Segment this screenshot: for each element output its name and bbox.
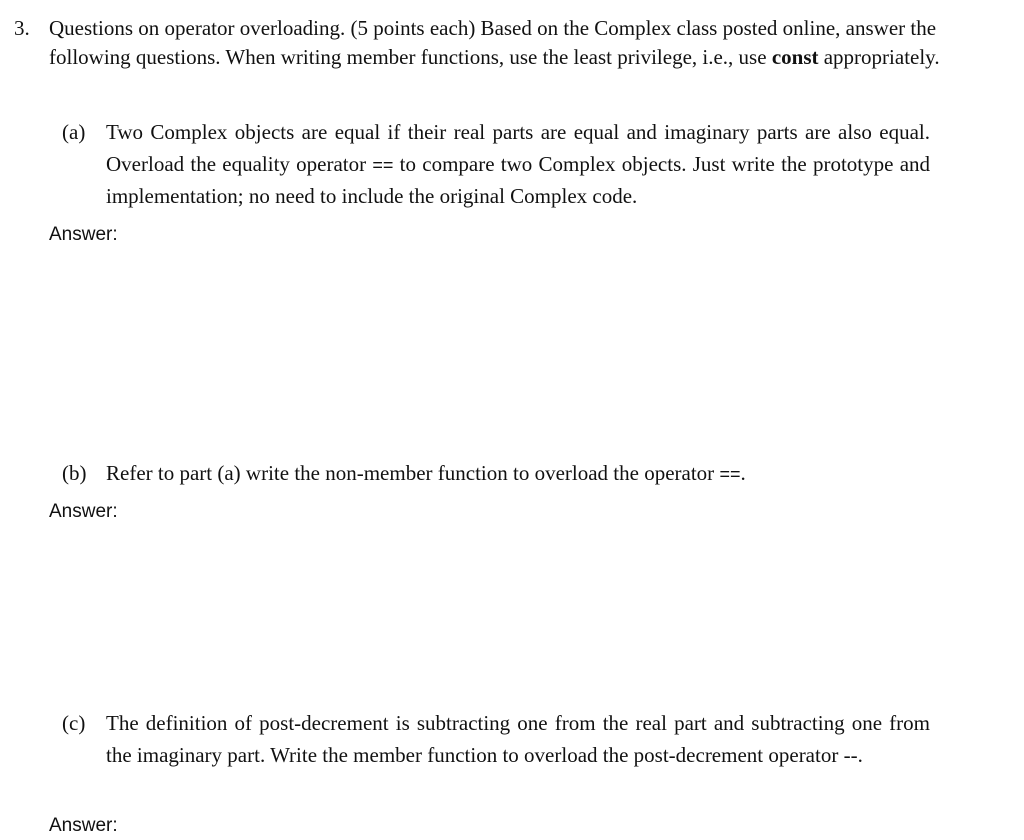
part-c-text: The definition of post-decrement is subtracting one from the real part and subtracting one from the imaginary part. Write the member function to overload the post-decrement operator --.: [106, 711, 930, 767]
question-intro-end: appropriately.: [823, 45, 940, 69]
part-a-operator: ==: [372, 154, 394, 175]
part-a-text-1: Two Complex objects are equal if their real parts are equal and imaginary parts are also equal. Overload the equality operator: [106, 120, 930, 176]
part-c-answer-label: Answer:: [49, 815, 118, 836]
part-b-answer-label: Answer:: [49, 501, 118, 522]
part-b-text-2: .: [740, 461, 746, 485]
part-b-operator: ==: [719, 464, 741, 484]
question-number: 3.: [14, 16, 30, 40]
question-intro-text: Questions on operator overloading. (5 points each) Based on the Complex class posted online, answer the following questions. When writing member functions, use the least privilege, i.e., use: [49, 16, 937, 69]
part-a-text: [106, 117, 930, 213]
part-c-label: (c): [62, 711, 86, 735]
question-intro-bold: const: [771, 45, 819, 69]
part-a-label: (a): [62, 120, 86, 144]
part-a-answer-label: Answer:: [49, 224, 118, 245]
part-b-text: [106, 458, 930, 491]
question-intro: [49, 14, 949, 72]
part-a-text-2: to compare two Complex objects. Just write the prototype and implementation; no need to include the original Complex code.: [106, 151, 931, 208]
part-b-text-1: Refer to part (a) write the non-member function to overload the operator: [106, 461, 715, 485]
part-b-label: (b): [62, 461, 87, 485]
